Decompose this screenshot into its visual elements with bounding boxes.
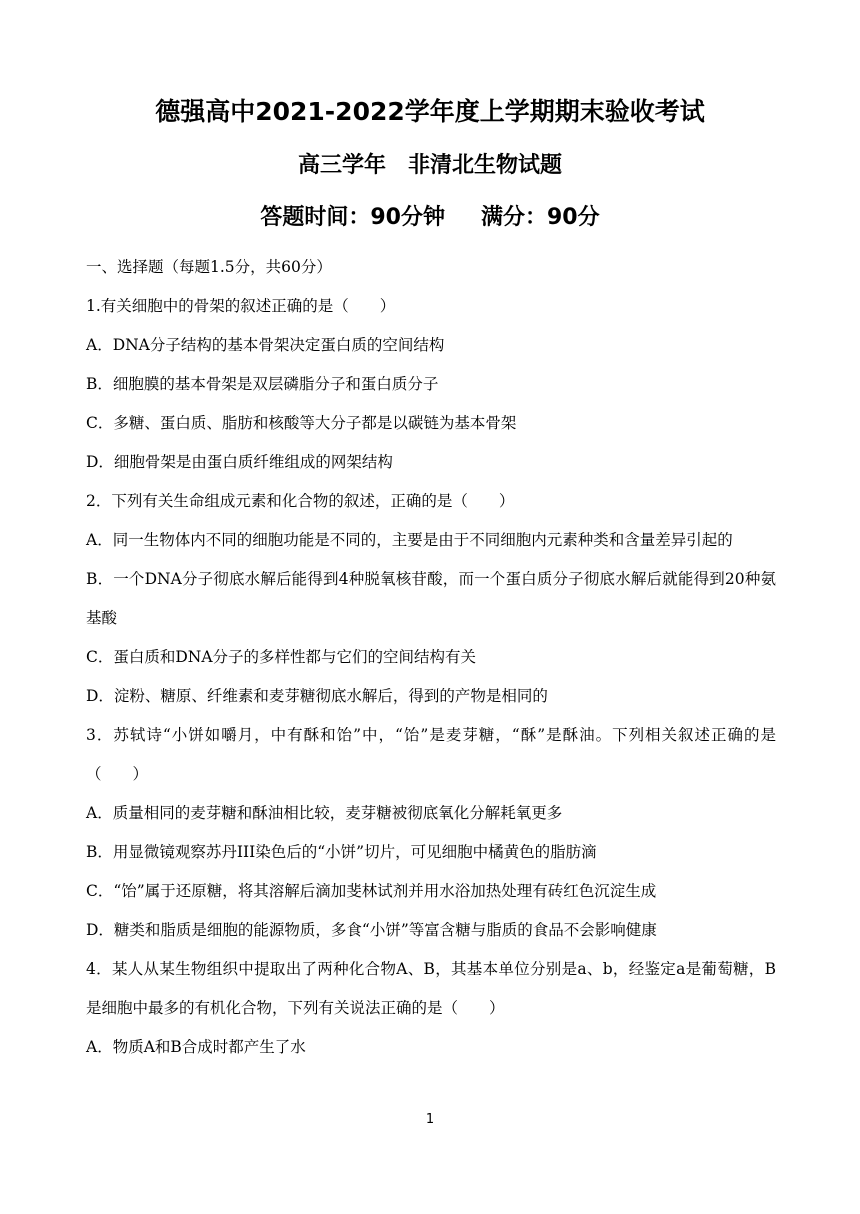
question-option: B．用显微镜观察苏丹III染色后的“小饼”切片，可见细胞中橘黄色的脂肪滴 xyxy=(86,843,597,861)
question-option: C．多糖、蛋白质、脂肪和核酸等大分子都是以碳链为基本骨架 xyxy=(86,414,517,432)
question-option: A．物质A和B合成时都产生了水 xyxy=(86,1038,306,1056)
question-option: A．DNA分子结构的基本骨架决定蛋白质的空间结构 xyxy=(86,336,445,354)
question-option: D．淀粉、糖原、纤维素和麦芽糖彻底水解后，得到的产物是相同的 xyxy=(86,687,548,705)
exam-time: 答题时间：90分钟 xyxy=(260,205,445,230)
question-option: A．质量相同的麦芽糖和酥油相比较，麦芽糖被彻底氧化分解耗氧更多 xyxy=(86,804,563,822)
exam-score: 满分：90分 xyxy=(481,205,600,230)
exam-subtitle: 高三学年 非清北生物试题 xyxy=(297,153,562,178)
exam-info xyxy=(0,200,860,231)
question-stem: 1.有关细胞中的骨架的叙述正确的是（ ） xyxy=(86,297,396,315)
question-option: C．“饴”属于还原糖，将其溶解后滴加斐林试剂并用水浴加热处理有砖红色沉淀生成 xyxy=(86,882,657,900)
question-stem: 3．苏轼诗“小饼如嚼月，中有酥和饴”中，“饴”是麦芽糖，“酥”是酥油。下列相关叙述正确的是（ ） xyxy=(86,726,776,783)
section-heading: 一、选择题（每题1.5分，共60分） xyxy=(86,258,332,276)
question-stem: 2．下列有关生命组成元素和化合物的叙述，正确的是（ ） xyxy=(86,492,515,510)
question-option: D．糖类和脂质是细胞的能源物质，多食“小饼”等富含糖与脂质的食品不会影响健康 xyxy=(86,921,657,939)
question-option: D．细胞骨架是由蛋白质纤维组成的网架结构 xyxy=(86,453,393,471)
question-option: B．一个DNA分子彻底水解后能得到4种脱氧核苷酸，而一个蛋白质分子彻底水解后就能得到20种氨基酸 xyxy=(86,570,776,627)
question-option: B．细胞膜的基本骨架是双层磷脂分子和蛋白质分子 xyxy=(86,375,439,393)
page-number: 1 xyxy=(425,1112,435,1127)
question-content xyxy=(86,248,776,1067)
question-stem: 4．某人从某生物组织中提取出了两种化合物A、B，其基本单位分别是a、b，经鉴定a是葡萄糖，B是细胞中最多的有机化合物，下列有关说法正确的是（ ） xyxy=(86,960,776,1017)
question-option: C．蛋白质和DNA分子的多样性都与它们的空间结构有关 xyxy=(86,648,477,666)
question-option: A．同一生物体内不同的细胞功能是不同的，主要是由于不同细胞内元素种类和含量差异引起的 xyxy=(86,531,733,549)
exam-title: 德强高中2021-2022学年度上学期期末验收考试 xyxy=(155,97,705,126)
